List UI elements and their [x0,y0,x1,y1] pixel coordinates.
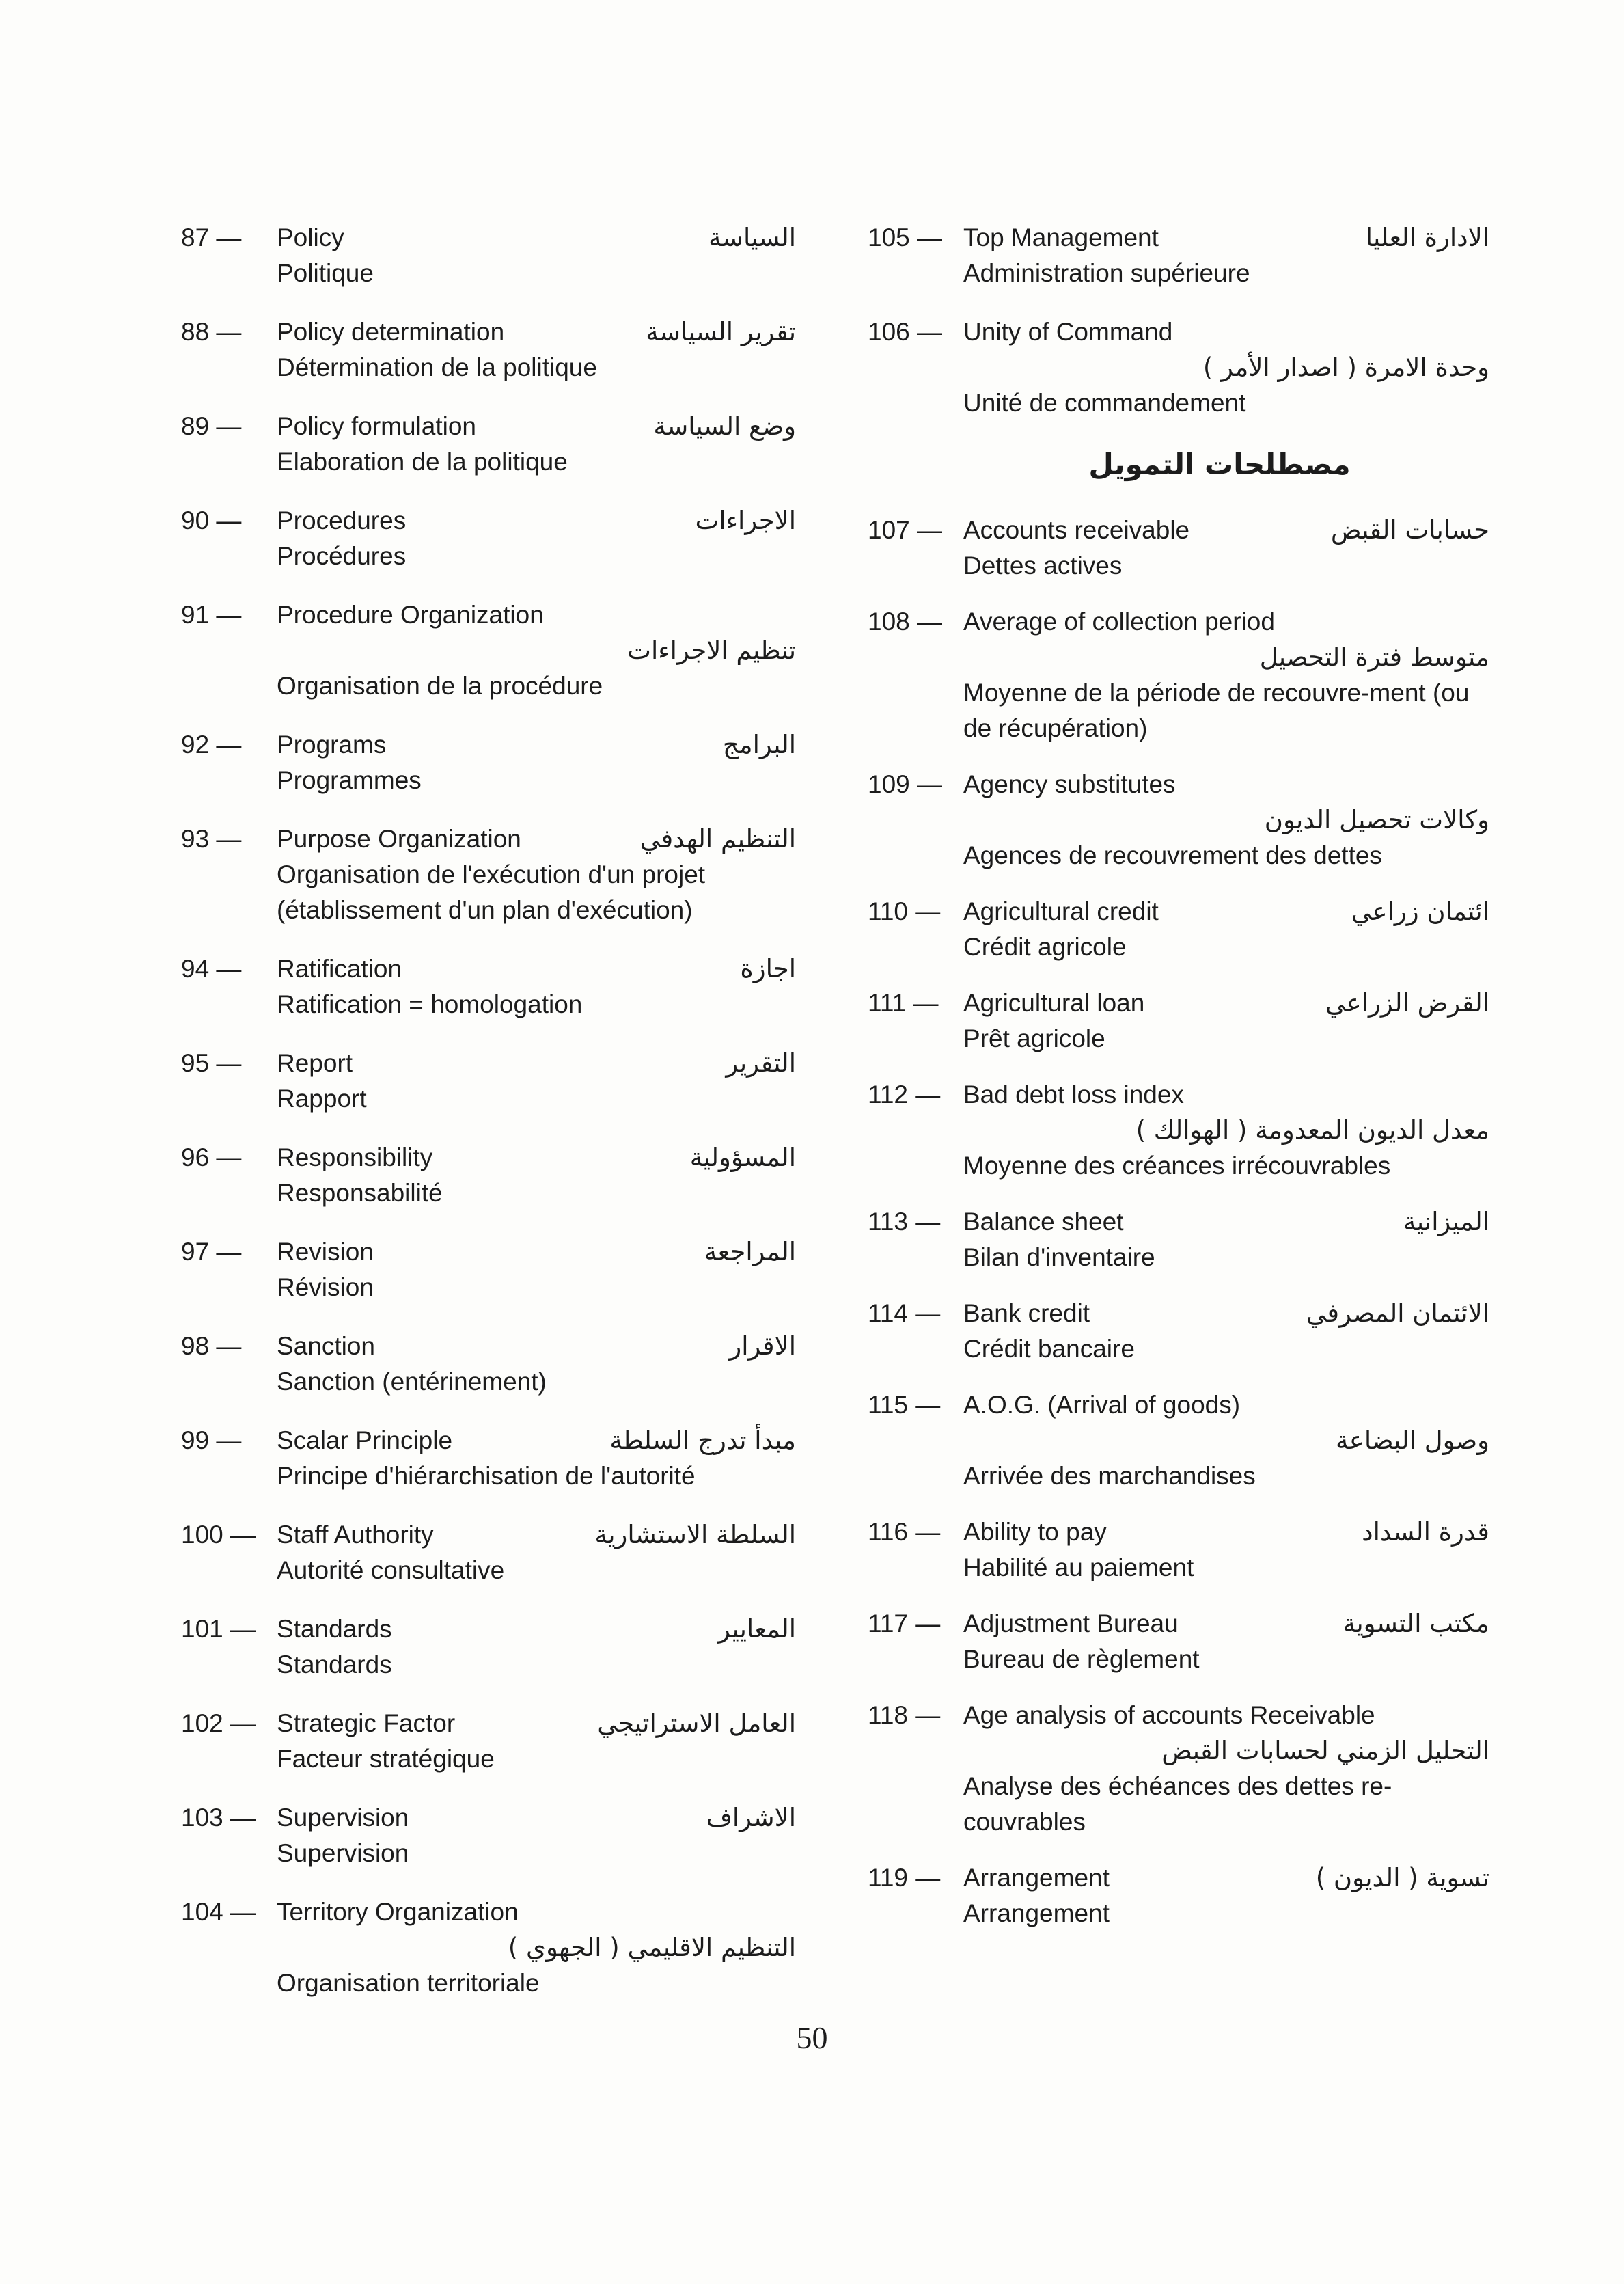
french-term: Révision [277,1273,374,1301]
entry-number: 94 — [181,955,242,983]
french-term: Administration supérieure [963,259,1250,287]
french-term: Ratification = homologation [277,990,583,1018]
english-term: Purpose Organization [277,825,521,853]
arabic-term: الاشراف [706,1803,796,1832]
english-term: Average of collection period [963,608,1275,636]
english-term: Scalar Principle [277,1426,453,1454]
english-term: Ratification [277,955,402,983]
arabic-term: معدل الديون المعدومة ( الهوالك ) [1136,1115,1489,1145]
arabic-term: السلطة الاستشارية [594,1520,796,1549]
english-term: Policy formulation [277,412,477,440]
glossary-entry [181,1517,796,1588]
glossary-entry [181,821,796,928]
entry-number: 100 — [181,1521,256,1549]
arabic-term: المراجعة [704,1237,796,1266]
english-term: Bad debt loss index [963,1080,1184,1109]
english-term: Unity of Command [963,318,1173,346]
arabic-term: تنظيم الاجراءات [627,636,796,665]
entry-number: 112 — [868,1080,941,1109]
french-term: Autorité consultative [277,1556,505,1584]
french-term: Politique [277,259,374,287]
english-term: Age analysis of accounts Receivable [963,1701,1375,1729]
entry-number: 116 — [868,1518,941,1546]
arabic-term: متوسط فترة التحصيل [1259,642,1489,672]
french-term: Bureau de règlement [963,1645,1200,1673]
entry-number: 90 — [181,506,242,534]
english-term: Report [277,1049,353,1077]
glossary-entry [181,220,796,291]
glossary-entry [868,1698,1489,1840]
glossary-entry [181,1234,796,1305]
french-term: Rapport [277,1085,367,1113]
french-term: Dettes actives [963,552,1123,580]
arabic-term: البرامج [722,730,796,759]
french-term: Crédit agricole [963,933,1127,961]
entry-number: 114 — [868,1299,941,1327]
glossary-entry [868,220,1489,291]
arabic-term: تسوية ( الديون ) [1315,1863,1489,1892]
arabic-term: الادارة العليا [1365,223,1489,252]
french-term: Moyenne des créances irrécouvrables [963,1152,1391,1180]
french-term: Bilan d'inventaire [963,1243,1155,1271]
french-term: Prêt agricole [963,1024,1105,1052]
glossary-entry [181,597,796,704]
french-term: Unité de commandement [963,389,1246,417]
glossary-entry [181,503,796,574]
english-term: Adjustment Bureau [963,1609,1179,1637]
french-term: Facteur stratégique [277,1745,495,1773]
glossary-entry [181,1329,796,1400]
management-terms-list [868,220,1489,421]
french-term: Responsabilité [277,1179,443,1207]
entry-number: 109 — [868,770,943,798]
arabic-term: تقرير السياسة [646,317,796,346]
glossary-entry [868,894,1489,965]
glossary-entry [868,1204,1489,1275]
french-term: Détermination de la politique [277,353,597,381]
arabic-term: السياسة [708,223,796,252]
french-term: Principe d'hiérarchisation de l'autorité [277,1462,696,1490]
entry-number: 108 — [868,608,943,636]
arabic-term: وصول البضاعة [1335,1426,1489,1455]
entry-number: 119 — [868,1864,941,1892]
glossary-entry [181,951,796,1022]
english-term: Supervision [277,1804,409,1832]
entry-number: 110 — [868,897,941,925]
english-term: Sanction [277,1332,375,1360]
entry-number: 103 — [181,1804,256,1832]
glossary-entry [181,727,796,798]
entry-number: 98 — [181,1332,242,1360]
entry-number: 111 — [868,989,939,1017]
french-term: Sanction (entérinement) [277,1368,547,1396]
glossary-entry [181,314,796,385]
french-term: Organisation territoriale [277,1969,540,1997]
entry-number: 95 — [181,1049,242,1077]
arabic-term: ائتمان زراعي [1351,897,1489,926]
arabic-term: التقرير [726,1048,796,1078]
arabic-term: حسابات القبض [1330,515,1489,545]
entry-number: 88 — [181,318,242,346]
english-term: Bank credit [963,1299,1090,1327]
entry-number: 105 — [868,223,943,251]
entry-number: 87 — [181,223,242,251]
french-term: Moyenne de la période de recouvre-ment (ou de récupération) [963,679,1470,742]
english-term: Policy determination [277,318,505,346]
glossary-entry [181,1612,796,1683]
english-term: Strategic Factor [277,1709,456,1737]
arabic-term: مكتب التسوية [1343,1609,1489,1638]
french-term: Elaboration de la politique [277,448,568,476]
glossary-entry [868,985,1489,1057]
french-term: Arrivée des marchandises [963,1462,1256,1490]
entry-number: 92 — [181,731,242,759]
arabic-term: قدرة السداد [1362,1517,1489,1547]
glossary-entry [868,1860,1489,1931]
glossary-entry [868,1296,1489,1367]
page-number: 50 [796,2020,828,2055]
arabic-term: الاجراءات [695,506,796,535]
entry-number: 93 — [181,825,242,853]
english-term: Territory Organization [277,1898,519,1926]
english-term: Arrangement [963,1864,1110,1892]
english-term: Agricultural loan [963,989,1145,1017]
french-term: Organisation de l'exécution d'un projet (établissement d'un plan d'exécution) [277,860,706,924]
english-term: Policy [277,223,344,251]
glossary-entry [868,767,1489,873]
glossary-entry [868,1606,1489,1677]
entry-number: 118 — [868,1701,941,1729]
glossary-entry [181,409,796,480]
glossary-entry [181,1423,796,1494]
entry-number: 101 — [181,1615,256,1643]
glossary-entry [181,1894,796,2001]
glossary-entry [181,1706,796,1777]
entry-number: 102 — [181,1709,256,1737]
arabic-term: وضع السياسة [653,411,796,441]
english-term: Standards [277,1615,392,1643]
glossary-entry [868,604,1489,746]
english-term: Revision [277,1238,374,1266]
glossary-entry [868,1514,1489,1586]
entry-number: 104 — [181,1898,256,1926]
french-term: Agences de recouvrement des dettes [963,841,1382,869]
arabic-term: وحدة الامرة ( اصدار الأمر ) [1202,353,1489,382]
entry-number: 117 — [868,1609,941,1637]
glossary-entry [181,1800,796,1871]
french-term: Procédures [277,542,407,570]
english-term: Responsibility [277,1143,433,1171]
entry-number: 97 — [181,1238,242,1266]
entry-number: 107 — [868,516,943,544]
glossary-entry [868,314,1489,421]
french-term: Programmes [277,766,422,794]
entry-number: 115 — [868,1391,941,1419]
arabic-term: المسؤولية [689,1143,796,1172]
left-column [181,220,796,2024]
english-term: Programs [277,731,387,759]
french-term: Habilité au paiement [963,1553,1194,1581]
glossary-entry [868,1077,1489,1184]
english-term: Procedures [277,506,407,534]
english-term: Top Management [963,223,1159,251]
glossary-entry [181,1140,796,1211]
section-heading: مصطلحات التمويل [1088,448,1351,481]
french-term: Supervision [277,1839,409,1867]
finance-terms-list [868,513,1489,1931]
arabic-term: اجازة [740,954,796,983]
english-term: Balance sheet [963,1208,1124,1236]
english-term: A.O.G. (Arrival of goods) [963,1391,1241,1419]
arabic-term: الائتمان المصرفي [1306,1299,1489,1328]
french-term: Arrangement [963,1899,1110,1927]
english-term: Agricultural credit [963,897,1159,925]
glossary-entry [868,513,1489,584]
entry-number: 91 — [181,601,242,629]
french-term: Analyse des échéances des dettes re-couvrables [963,1772,1392,1836]
arabic-term: المعايير [718,1614,796,1644]
english-term: Procedure Organization [277,601,544,629]
entry-number: 113 — [868,1208,941,1236]
english-term: Accounts receivable [963,516,1190,544]
entry-number: 106 — [868,318,943,346]
arabic-term: الاقرار [729,1331,796,1361]
arabic-term: التنظيم الاقليمي ( الجهوي ) [508,1933,796,1962]
right-column [868,220,1489,1952]
glossary-entry [868,1387,1489,1494]
english-term: Staff Authority [277,1521,434,1549]
arabic-term: الميزانية [1403,1207,1489,1236]
french-term: Standards [277,1650,392,1678]
french-term: Organisation de la procédure [277,672,603,700]
arabic-term: التنظيم الهدفي [639,824,796,854]
entry-number: 96 — [181,1143,242,1171]
entry-number: 99 — [181,1426,242,1454]
entry-number: 89 — [181,412,242,440]
english-term: Agency substitutes [963,770,1176,798]
english-term: Ability to pay [963,1518,1107,1546]
arabic-term: العامل الاستراتيجي [597,1709,796,1738]
arabic-term: القرض الزراعي [1325,988,1489,1018]
glossary-entry [181,1046,796,1117]
french-term: Crédit bancaire [963,1335,1135,1363]
arabic-term: التحليل الزمني لحسابات القبض [1161,1736,1489,1765]
arabic-term: مبدأ تدرج السلطة [609,1426,796,1455]
arabic-term: وكالات تحصيل الديون [1264,805,1489,834]
